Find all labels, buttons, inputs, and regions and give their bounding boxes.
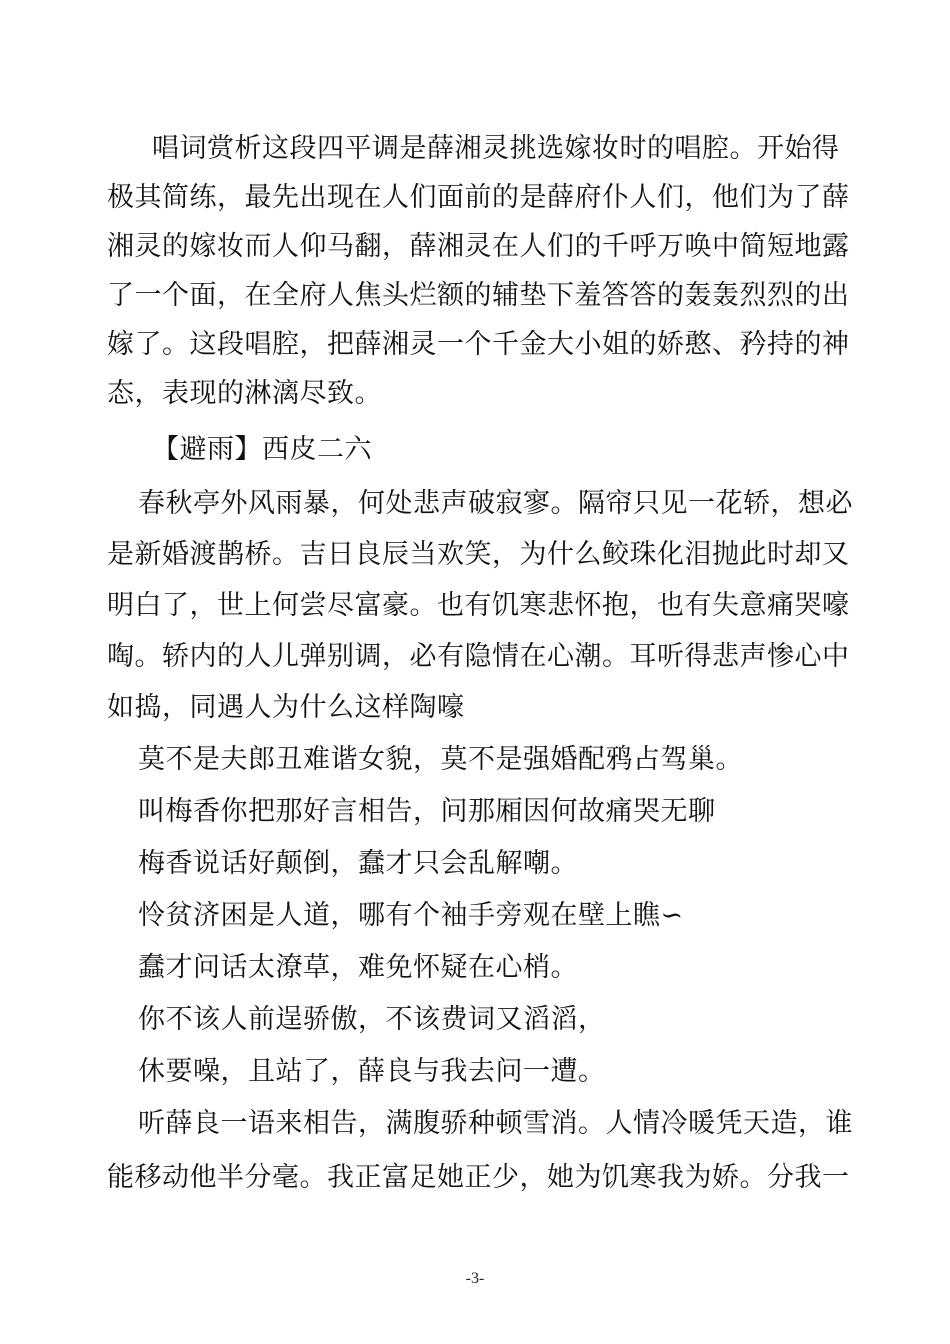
paragraph-line: 明白了，世上何尝尽富豪。也有饥寒悲怀抱，也有失意痛哭嚎 bbox=[107, 590, 850, 621]
paragraph-line: 了一个面，在全府人焦头烂额的辅垫下羞答答的轰轰烈烈的出 bbox=[107, 280, 850, 311]
paragraph-line: 听薛良一语来相告，满腹骄种顿雪消。人情冷暖凭天造，谁 bbox=[138, 1108, 853, 1139]
paragraph-line: 啕。轿内的人儿弹别调，必有隐情在心潮。耳听得悲声惨心中 bbox=[107, 641, 850, 672]
paragraph-line: 春秋亭外风雨暴，何处悲声破寂寥。隔帘只见一花轿，想必 bbox=[138, 488, 853, 519]
section-heading: 【避雨】西皮二六 bbox=[152, 434, 372, 465]
paragraph-line: 如捣，同遇人为什么这样陶嚎 bbox=[107, 692, 465, 723]
paragraph-line: 能移动他半分毫。我正富足她正少，她为饥寒我为娇。分我一 bbox=[107, 1162, 850, 1193]
verse-line: 休要噪，且站了，薛良与我去问一遭。 bbox=[138, 1056, 606, 1087]
verse-line: 怜贫济困是人道，哪有个袖手旁观在壁上瞧∽ bbox=[138, 900, 684, 931]
verse-line: 叫梅香你把那好言相告，问那厢因何故痛哭无聊 bbox=[138, 796, 716, 827]
verse-line: 梅香说话好颠倒，蠢才只会乱解嘲。 bbox=[138, 848, 578, 879]
page-number: -3- bbox=[465, 1270, 485, 1287]
verse-line: 莫不是夫郎丑难谐女貌，莫不是强婚配鸦占驾巢。 bbox=[138, 744, 743, 775]
paragraph-line: 极其简练，最先出现在人们面前的是薛府仆人们，他们为了薛 bbox=[107, 182, 850, 213]
paragraph-line: 湘灵的嫁妆而人仰马翻，薛湘灵在人们的千呼万唤中简短地露 bbox=[107, 231, 850, 262]
verse-line: 蠢才问话太潦草，难免怀疑在心梢。 bbox=[138, 952, 578, 983]
paragraph-line: 是新婚渡鹊桥。吉日良辰当欢笑，为什么鲛珠化泪抛此时却又 bbox=[107, 539, 850, 570]
verse-line: 你不该人前逞骄傲，不该费词又滔滔， bbox=[138, 1004, 606, 1035]
paragraph-line: 态，表现的淋漓尽致。 bbox=[107, 378, 382, 409]
paragraph-line: 嫁了。这段唱腔，把薛湘灵一个千金大小姐的娇憨、矜持的神 bbox=[107, 329, 850, 360]
paragraph-line: 唱词赏析这段四平调是薛湘灵挑选嫁妆时的唱腔。开始得 bbox=[152, 133, 840, 164]
